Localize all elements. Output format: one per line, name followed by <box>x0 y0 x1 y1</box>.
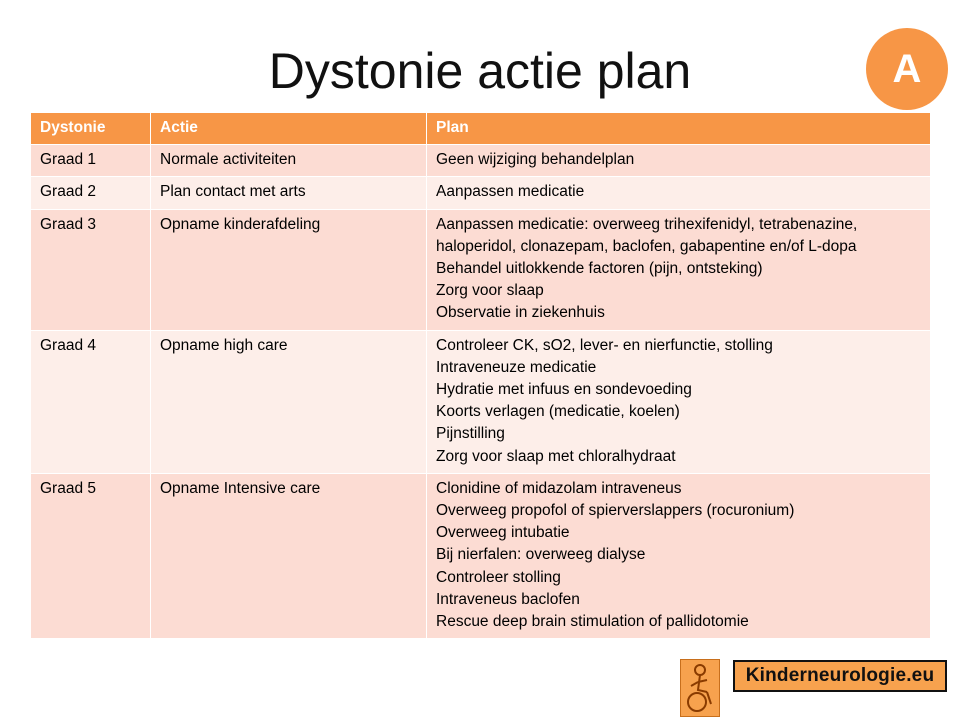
plan-line: Controleer CK, sO2, lever- en nierfunctie, stolling <box>436 336 773 354</box>
header-actie: Actie <box>151 113 427 145</box>
cell-plan <box>427 330 931 473</box>
cell-plan <box>427 145 931 177</box>
header-plan: Plan <box>427 113 931 145</box>
plan-line: Rescue deep brain stimulation of pallidotomie <box>436 613 749 631</box>
plan-line: Overweeg propofol of spierverslappers (rocuronium) <box>436 502 795 520</box>
plan-line: Intraveneus baclofen <box>436 590 580 608</box>
cell-plan <box>427 473 931 638</box>
cell-actie: Opname Intensive care <box>151 473 427 638</box>
plan-line: Bij nierfalen: overweeg dialyse <box>436 546 646 564</box>
action-plan-table <box>30 112 931 639</box>
plan-line: Zorg voor slaap met chloralhydraat <box>436 447 676 465</box>
cell-dystonie: Graad 3 <box>31 209 151 330</box>
plan-line: Pijnstilling <box>436 425 505 443</box>
page-title: Dystonie actie plan <box>268 43 692 99</box>
plan-line: Clonidine of midazolam intraveneus <box>436 479 682 497</box>
child-wheelchair-logo-icon <box>680 659 720 717</box>
cell-actie: Plan contact met arts <box>151 177 427 209</box>
plan-line: Aanpassen medicatie <box>436 183 585 201</box>
table-header-row <box>31 113 931 145</box>
cell-plan <box>427 209 931 330</box>
plan-line: haloperidol, clonazepam, baclofen, gabapentine en/of L-dopa <box>436 237 857 255</box>
cell-dystonie: Graad 5 <box>31 473 151 638</box>
plan-line: Zorg voor slaap <box>436 282 544 300</box>
plan-line: Geen wijziging behandelplan <box>436 151 635 169</box>
badge-a: A <box>866 28 948 110</box>
header-dystonie: Dystonie <box>31 113 151 145</box>
cell-actie: Opname kinderafdeling <box>151 209 427 330</box>
table-row <box>31 473 931 638</box>
plan-line: Intraveneuze medicatie <box>436 358 597 376</box>
cell-dystonie: Graad 4 <box>31 330 151 473</box>
table-row <box>31 209 931 330</box>
table-row <box>31 145 931 177</box>
cell-dystonie: Graad 2 <box>31 177 151 209</box>
plan-line: Koorts verlagen (medicatie, koelen) <box>436 403 680 421</box>
cell-actie: Normale activiteiten <box>151 145 427 177</box>
site-logo-text[interactable]: Kinderneurologie.eu <box>733 660 947 692</box>
plan-line: Aanpassen medicatie: overweeg trihexifenidyl, tetrabenazine, <box>436 215 858 233</box>
cell-dystonie: Graad 1 <box>31 145 151 177</box>
cell-plan <box>427 177 931 209</box>
cell-actie: Opname high care <box>151 330 427 473</box>
plan-line: Behandel uitlokkende factoren (pijn, ontsteking) <box>436 260 763 278</box>
plan-line: Observatie in ziekenhuis <box>436 304 605 322</box>
plan-line: Overweeg intubatie <box>436 524 570 542</box>
plan-line: Hydratie met infuus en sondevoeding <box>436 381 692 399</box>
table-row <box>31 330 931 473</box>
table-row <box>31 177 931 209</box>
plan-line: Controleer stolling <box>436 568 561 586</box>
